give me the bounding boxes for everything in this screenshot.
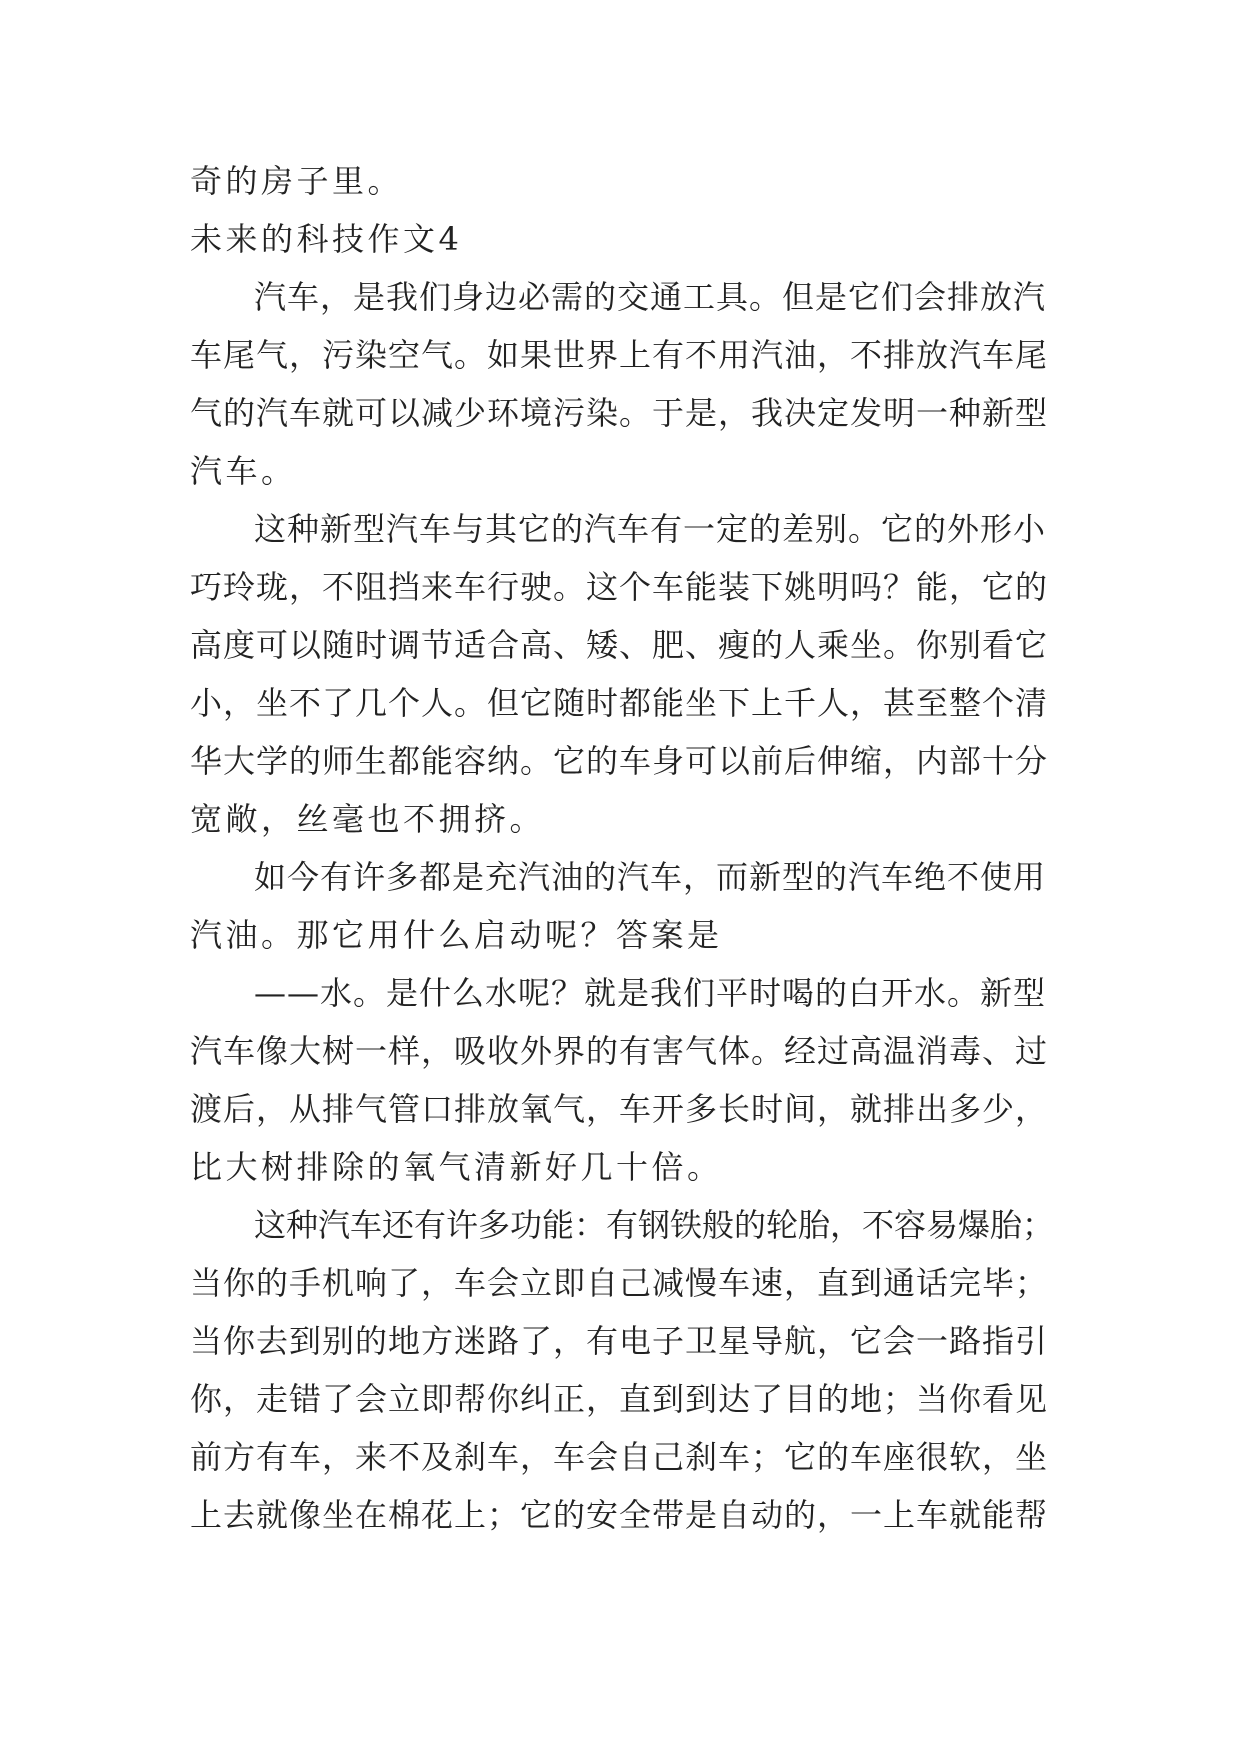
text-line: 汽油。那它用什么启动呢？答案是	[190, 916, 723, 954]
text-line: 比大树排除的氧气清新好几十倍。	[190, 1148, 723, 1186]
section-heading: 未来的科技作文4	[190, 220, 463, 258]
text-line: 汽车，是我们身边必需的交通工具。但是它们会排放汽	[254, 278, 1047, 316]
text-line: 你，走错了会立即帮你纠正，直到到达了目的地；当你看见	[190, 1380, 1049, 1418]
text-line: 宽敞，丝毫也不拥挤。	[190, 800, 546, 838]
text-line: 当你去到别的地方迷路了，有电子卫星导航，它会一路指引	[190, 1322, 1049, 1360]
text-line: 汽车。	[190, 452, 297, 490]
text-line: 这种新型汽车与其它的汽车有一定的差别。它的外形小	[254, 510, 1047, 548]
text-line: 这种汽车还有许多功能：有钢铁般的轮胎，不容易爆胎；	[254, 1206, 1055, 1244]
text-line: 当你的手机响了，车会立即自己减慢车速，直到通话完毕；	[190, 1264, 1049, 1302]
text-line: 渡后，从排气管口排放氧气，车开多长时间，就排出多少，	[190, 1090, 1049, 1128]
text-line: 上去就像坐在棉花上；它的安全带是自动的，一上车就能帮	[190, 1496, 1049, 1534]
text-line: 高度可以随时调节适合高、矮、肥、瘦的人乘坐。你别看它	[190, 626, 1049, 664]
text-line: 前方有车，来不及刹车，车会自己刹车；它的车座很软，坐	[190, 1438, 1049, 1476]
text-line: 汽车像大树一样，吸收外界的有害气体。经过高温消毒、过	[190, 1032, 1049, 1070]
document-body	[190, 152, 1054, 1544]
text-line: 车尾气，污染空气。如果世界上有不用汽油，不排放汽车尾	[190, 336, 1049, 374]
text-line: 如今有许多都是充汽油的汽车，而新型的汽车绝不使用	[254, 858, 1047, 896]
text-line: 巧玲珑，不阻挡来车行驶。这个车能装下姚明吗？能，它的	[190, 568, 1049, 606]
text-line: 小，坐不了几个人。但它随时都能坐下上千人，甚至整个清	[190, 684, 1049, 722]
text-line: 奇的房子里。	[190, 162, 404, 200]
text-line: 华大学的师生都能容纳。它的车身可以前后伸缩，内部十分	[190, 742, 1049, 780]
text-line: 气的汽车就可以减少环境污染。于是，我决定发明一种新型	[190, 394, 1049, 432]
text-line: ——水。是什么水呢？就是我们平时喝的白开水。新型	[254, 974, 1047, 1012]
